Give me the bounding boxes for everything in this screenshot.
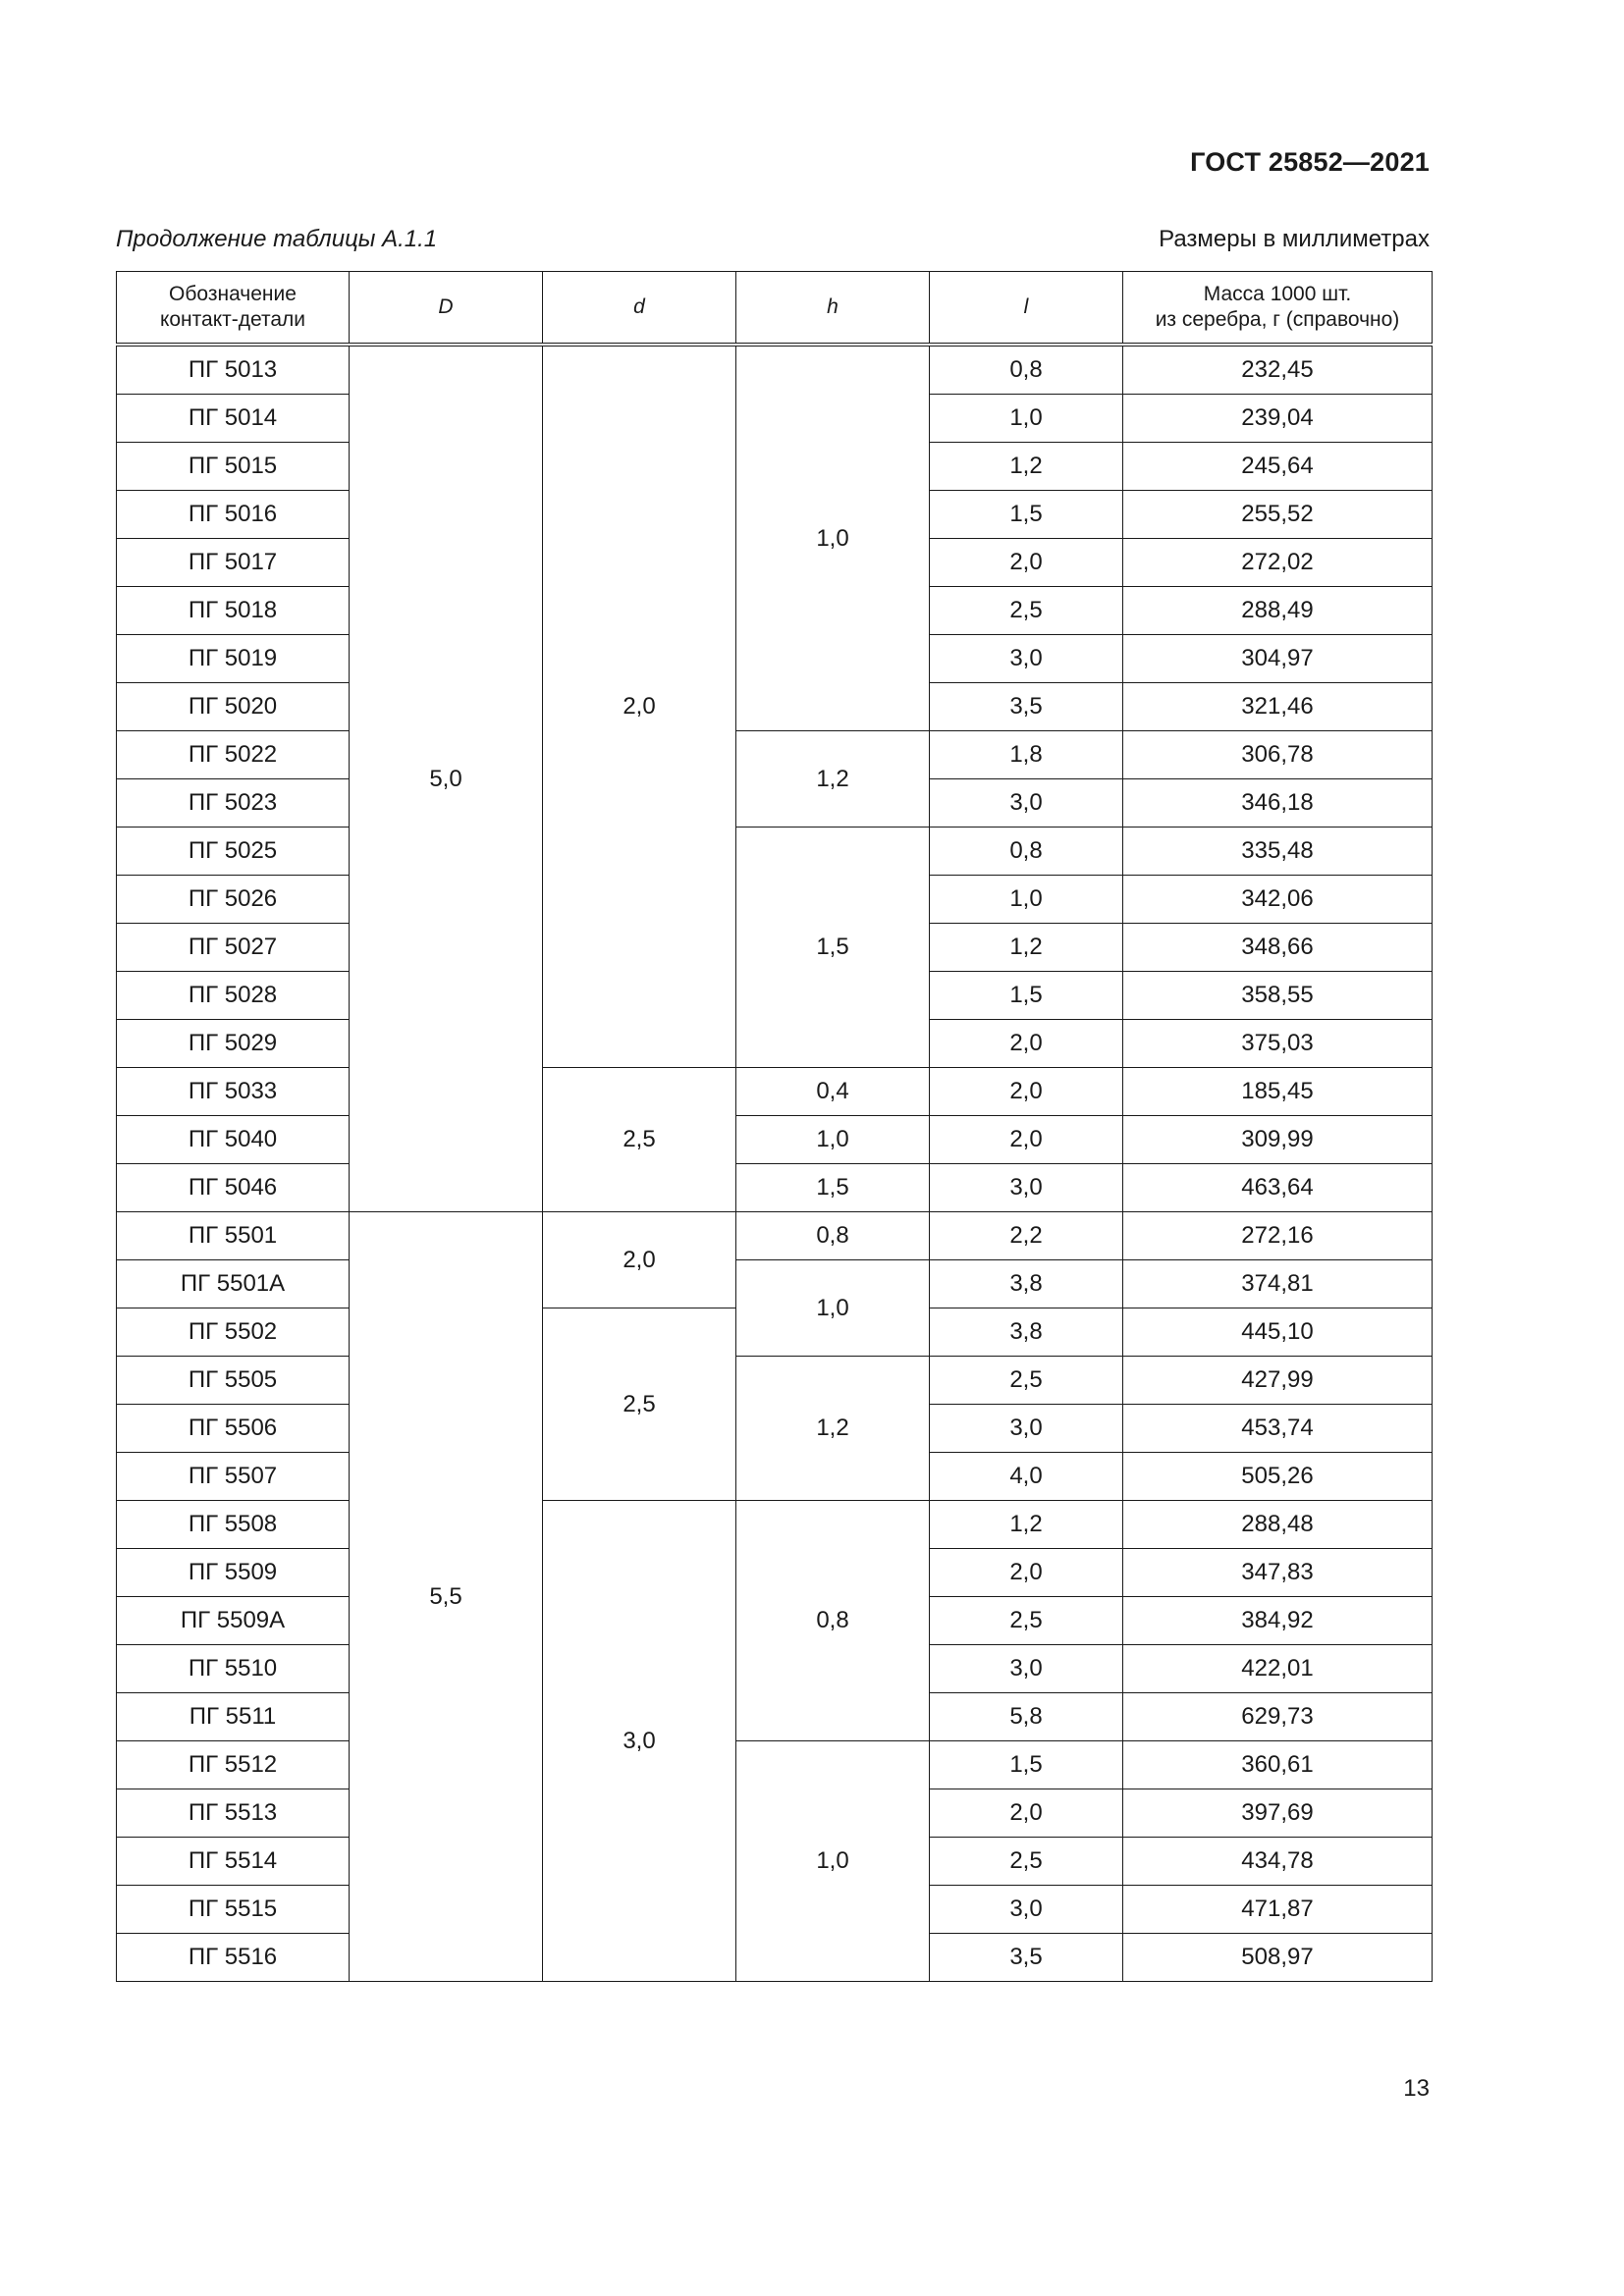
mass-cell: 505,26: [1123, 1453, 1433, 1501]
designation-cell: ПГ 5025: [117, 828, 350, 876]
designation-cell: ПГ 5509А: [117, 1597, 350, 1645]
l-cell: 3,0: [930, 1645, 1123, 1693]
mass-cell: 346,18: [1123, 779, 1433, 828]
mass-cell: 304,97: [1123, 635, 1433, 683]
designation-cell: ПГ 5020: [117, 683, 350, 731]
l-cell: 2,0: [930, 1116, 1123, 1164]
d-cell: 2,5: [543, 1308, 736, 1501]
l-cell: 3,0: [930, 1886, 1123, 1934]
designation-cell: ПГ 5028: [117, 972, 350, 1020]
l-cell: 4,0: [930, 1453, 1123, 1501]
l-cell: 2,0: [930, 1549, 1123, 1597]
l-cell: 3,5: [930, 1934, 1123, 1982]
l-cell: 3,8: [930, 1308, 1123, 1357]
table-row: [117, 731, 1433, 779]
l-cell: 1,2: [930, 924, 1123, 972]
header-h: h: [736, 272, 930, 346]
table-row: [117, 1741, 1433, 1789]
h-cell: 1,2: [736, 731, 930, 828]
designation-cell: ПГ 5501А: [117, 1260, 350, 1308]
mass-cell: 309,99: [1123, 1116, 1433, 1164]
D-cell: 5,5: [350, 1212, 543, 1982]
h-cell: 1,0: [736, 345, 930, 731]
header-designation: [117, 272, 350, 346]
mass-cell: 397,69: [1123, 1789, 1433, 1838]
mass-cell: 348,66: [1123, 924, 1433, 972]
D-cell: 5,0: [350, 345, 543, 1212]
d-cell: 2,0: [543, 1212, 736, 1308]
mass-cell: 342,06: [1123, 876, 1433, 924]
l-cell: 2,5: [930, 587, 1123, 635]
table-row: [117, 345, 1433, 395]
table-row: [117, 1068, 1433, 1116]
mass-cell: 245,64: [1123, 443, 1433, 491]
designation-cell: ПГ 5512: [117, 1741, 350, 1789]
designation-cell: ПГ 5033: [117, 1068, 350, 1116]
mass-cell: 360,61: [1123, 1741, 1433, 1789]
designation-cell: ПГ 5040: [117, 1116, 350, 1164]
mass-cell: 335,48: [1123, 828, 1433, 876]
mass-cell: 434,78: [1123, 1838, 1433, 1886]
header-d: d: [543, 272, 736, 346]
header-mass: [1123, 272, 1433, 346]
table-row: [117, 1357, 1433, 1405]
mass-cell: 445,10: [1123, 1308, 1433, 1357]
table-row: [117, 1501, 1433, 1549]
mass-cell: 272,16: [1123, 1212, 1433, 1260]
designation-cell: ПГ 5016: [117, 491, 350, 539]
l-cell: 2,2: [930, 1212, 1123, 1260]
header-D: D: [350, 272, 543, 346]
mass-cell: 427,99: [1123, 1357, 1433, 1405]
mass-cell: 306,78: [1123, 731, 1433, 779]
mass-cell: 358,55: [1123, 972, 1433, 1020]
designation-cell: ПГ 5029: [117, 1020, 350, 1068]
l-cell: 2,0: [930, 1020, 1123, 1068]
designation-cell: ПГ 5027: [117, 924, 350, 972]
l-cell: 2,5: [930, 1838, 1123, 1886]
mass-cell: 255,52: [1123, 491, 1433, 539]
header-l: l: [930, 272, 1123, 346]
table-body: [117, 345, 1433, 1982]
designation-cell: ПГ 5508: [117, 1501, 350, 1549]
table-row: [117, 1116, 1433, 1164]
units-caption: Размеры в миллиметрах: [1159, 226, 1430, 252]
table-row: [117, 1260, 1433, 1308]
mass-cell: 185,45: [1123, 1068, 1433, 1116]
designation-cell: ПГ 5015: [117, 443, 350, 491]
table-header-row: [117, 272, 1433, 346]
designation-cell: ПГ 5018: [117, 587, 350, 635]
designation-cell: ПГ 5516: [117, 1934, 350, 1982]
mass-cell: 232,45: [1123, 345, 1433, 395]
mass-cell: 629,73: [1123, 1693, 1433, 1741]
mass-cell: 272,02: [1123, 539, 1433, 587]
h-cell: 1,0: [736, 1741, 930, 1982]
page-number: 13: [1403, 2075, 1430, 2102]
d-cell: 3,0: [543, 1501, 736, 1982]
l-cell: 1,8: [930, 731, 1123, 779]
table-row: [117, 828, 1433, 876]
designation-cell: ПГ 5511: [117, 1693, 350, 1741]
header-mass-line-2: из серебра, г (справочно): [1155, 308, 1400, 331]
l-cell: 0,8: [930, 345, 1123, 395]
h-cell: 0,8: [736, 1212, 930, 1260]
l-cell: 2,0: [930, 539, 1123, 587]
d-cell: 2,0: [543, 345, 736, 1068]
l-cell: 1,5: [930, 1741, 1123, 1789]
designation-cell: ПГ 5026: [117, 876, 350, 924]
l-cell: 1,2: [930, 1501, 1123, 1549]
l-cell: 3,0: [930, 1405, 1123, 1453]
designation-cell: ПГ 5023: [117, 779, 350, 828]
l-cell: 2,5: [930, 1597, 1123, 1645]
designation-cell: ПГ 5506: [117, 1405, 350, 1453]
mass-cell: 508,97: [1123, 1934, 1433, 1982]
header-mass-line-1: Масса 1000 шт.: [1203, 283, 1352, 305]
l-cell: 1,0: [930, 876, 1123, 924]
mass-cell: 384,92: [1123, 1597, 1433, 1645]
table-row: [117, 1212, 1433, 1260]
h-cell: 0,8: [736, 1501, 930, 1741]
h-cell: 1,0: [736, 1260, 930, 1357]
h-cell: 1,5: [736, 828, 930, 1068]
designation-cell: ПГ 5046: [117, 1164, 350, 1212]
designation-cell: ПГ 5510: [117, 1645, 350, 1693]
d-cell: 2,5: [543, 1068, 736, 1212]
h-cell: 1,2: [736, 1357, 930, 1501]
table-row: [117, 1164, 1433, 1212]
designation-cell: ПГ 5502: [117, 1308, 350, 1357]
designation-cell: ПГ 5515: [117, 1886, 350, 1934]
mass-cell: 453,74: [1123, 1405, 1433, 1453]
mass-cell: 422,01: [1123, 1645, 1433, 1693]
h-cell: 1,5: [736, 1164, 930, 1212]
l-cell: 2,5: [930, 1357, 1123, 1405]
designation-cell: ПГ 5514: [117, 1838, 350, 1886]
l-cell: 5,8: [930, 1693, 1123, 1741]
l-cell: 1,0: [930, 395, 1123, 443]
header-designation-line-1: Обозначение: [169, 283, 297, 305]
l-cell: 1,2: [930, 443, 1123, 491]
designation-cell: ПГ 5509: [117, 1549, 350, 1597]
table-continuation-caption: Продолжение таблицы А.1.1: [116, 226, 438, 252]
l-cell: 3,0: [930, 779, 1123, 828]
designation-cell: ПГ 5507: [117, 1453, 350, 1501]
l-cell: 2,0: [930, 1068, 1123, 1116]
mass-cell: 374,81: [1123, 1260, 1433, 1308]
designation-cell: ПГ 5017: [117, 539, 350, 587]
designation-cell: ПГ 5013: [117, 345, 350, 395]
mass-cell: 347,83: [1123, 1549, 1433, 1597]
l-cell: 3,0: [930, 635, 1123, 683]
l-cell: 3,8: [930, 1260, 1123, 1308]
mass-cell: 288,49: [1123, 587, 1433, 635]
mass-cell: 321,46: [1123, 683, 1433, 731]
header-designation-line-2: контакт-детали: [159, 308, 306, 331]
h-cell: 1,0: [736, 1116, 930, 1164]
l-cell: 2,0: [930, 1789, 1123, 1838]
designation-cell: ПГ 5513: [117, 1789, 350, 1838]
mass-cell: 288,48: [1123, 1501, 1433, 1549]
designation-cell: ПГ 5022: [117, 731, 350, 779]
l-cell: 3,0: [930, 1164, 1123, 1212]
l-cell: 0,8: [930, 828, 1123, 876]
designation-cell: ПГ 5501: [117, 1212, 350, 1260]
mass-cell: 239,04: [1123, 395, 1433, 443]
l-cell: 3,5: [930, 683, 1123, 731]
dimensions-table: [116, 271, 1433, 1982]
mass-cell: 375,03: [1123, 1020, 1433, 1068]
document-code: ГОСТ 25852—2021: [1190, 147, 1430, 177]
mass-cell: 471,87: [1123, 1886, 1433, 1934]
l-cell: 1,5: [930, 972, 1123, 1020]
mass-cell: 463,64: [1123, 1164, 1433, 1212]
designation-cell: ПГ 5505: [117, 1357, 350, 1405]
designation-cell: ПГ 5014: [117, 395, 350, 443]
h-cell: 0,4: [736, 1068, 930, 1116]
designation-cell: ПГ 5019: [117, 635, 350, 683]
l-cell: 1,5: [930, 491, 1123, 539]
